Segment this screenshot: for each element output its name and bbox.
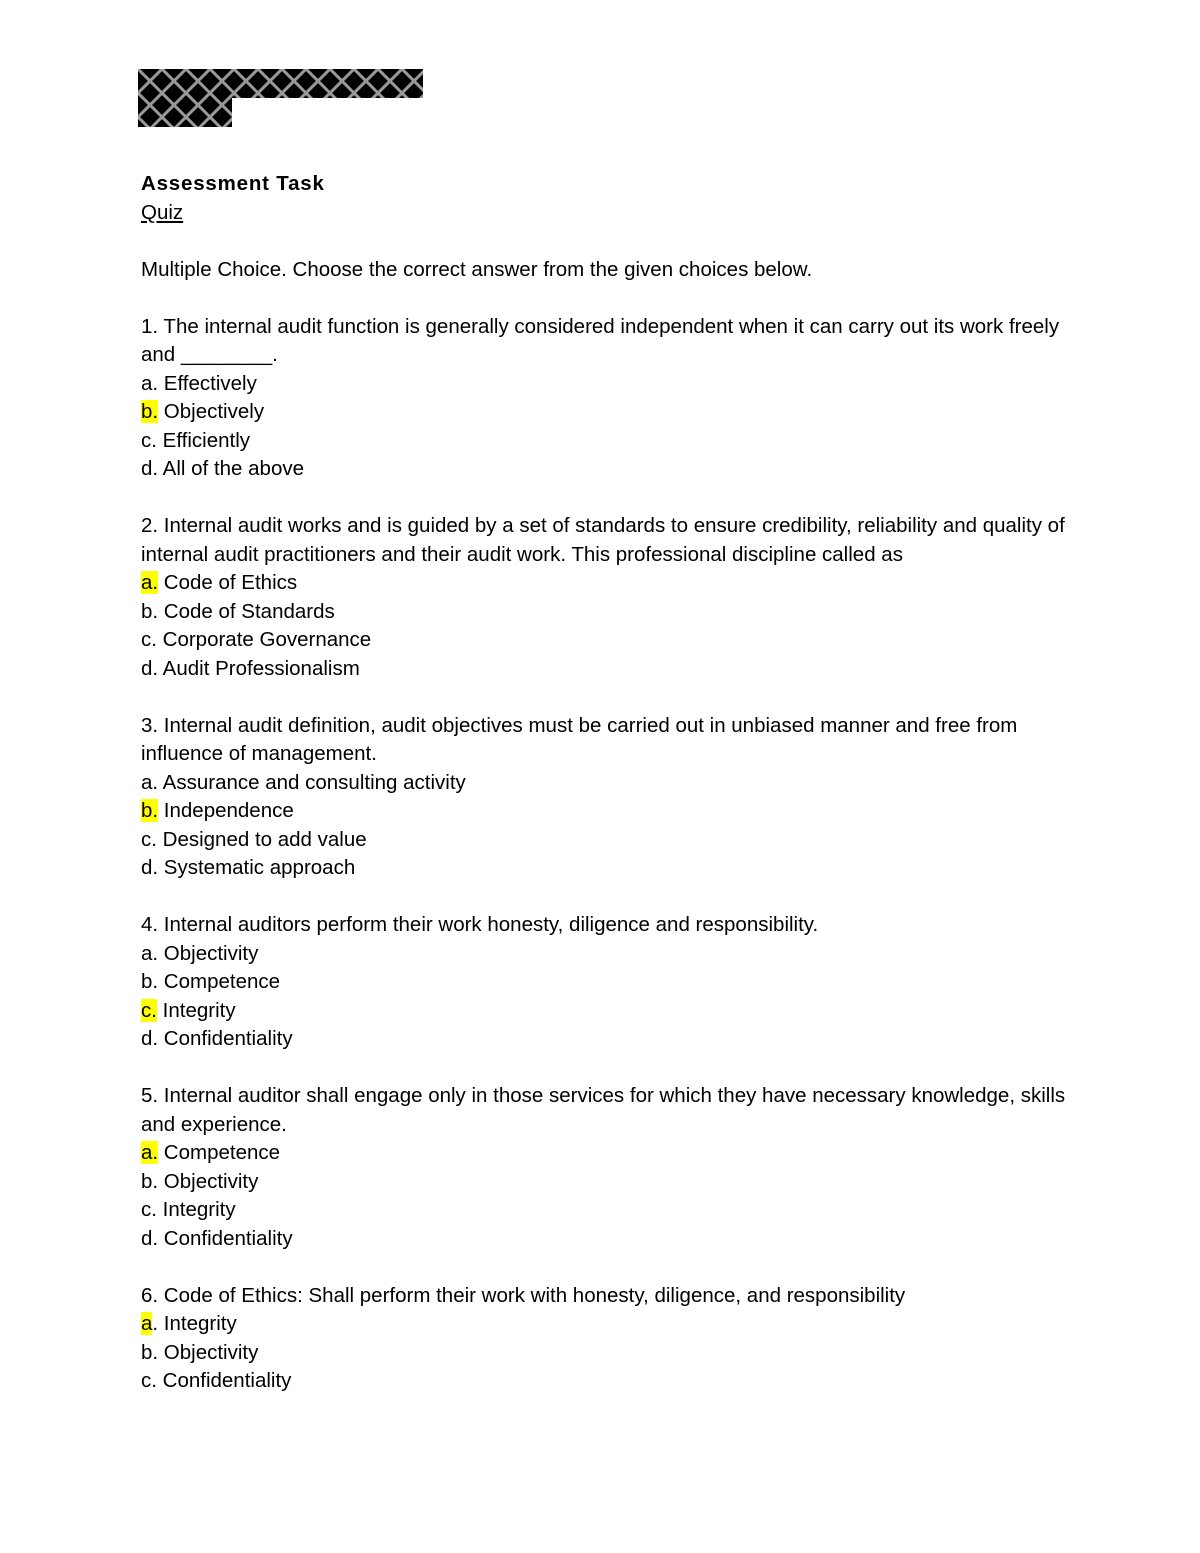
option-text: Integrity	[156, 1198, 236, 1221]
answer-option	[141, 1168, 1071, 1197]
option-text: Assurance and consulting activity	[158, 770, 466, 794]
option-text: Integrity	[156, 998, 236, 1022]
question-text: 3. Internal audit definition, audit objectives must be carried out in unbiased manner and free from influence of management.	[141, 713, 1018, 765]
option-text: Objectivity	[158, 1340, 259, 1364]
question-text: 6. Code of Ethics: Shall perform their work with honesty, diligence, and responsibility	[141, 1283, 906, 1307]
option-text: Objectivity	[158, 1169, 259, 1193]
answer-option	[141, 626, 1071, 655]
question-1	[141, 313, 1071, 484]
answer-option	[141, 797, 1071, 826]
answer-option	[141, 1310, 1071, 1339]
answer-option	[141, 398, 1071, 427]
option-text: Code of Ethics	[158, 571, 298, 594]
answer-option	[141, 826, 1071, 855]
option-letter-highlighted: c.	[141, 998, 157, 1022]
option-letter: a.	[141, 941, 159, 965]
option-letter-highlighted: a	[141, 1312, 153, 1335]
option-text: Corporate Governance	[156, 628, 372, 651]
option-letter: d.	[141, 856, 159, 879]
option-text: . Integrity	[152, 1312, 237, 1335]
question-text: 1. The internal audit function is generally considered independent when it can carry out its work freely and ________.	[141, 314, 1060, 366]
answer-option	[141, 655, 1071, 684]
option-letter: b.	[141, 1340, 159, 1364]
option-letter: d.	[141, 1226, 159, 1250]
question-text: 4. Internal auditors perform their work honesty, diligence and responsibility.	[141, 913, 819, 936]
spacer	[141, 683, 1071, 712]
option-text: Competence	[158, 970, 281, 993]
option-letter-highlighted: a.	[141, 1141, 159, 1164]
option-text: Code of Standards	[158, 599, 335, 623]
document-body	[141, 170, 1071, 1396]
option-text: All of the above	[158, 457, 304, 480]
spacer	[141, 227, 1071, 256]
option-letter-highlighted: b.	[141, 400, 159, 423]
question-text: 5. Internal auditor shall engage only in those services for which they have necessary knowledge, skills and experience.	[141, 1084, 1066, 1136]
option-text: Systematic approach	[158, 856, 356, 879]
option-letter: d.	[141, 457, 159, 480]
spacer	[141, 883, 1071, 912]
option-text: Independence	[158, 799, 294, 822]
option-letter: c.	[141, 827, 157, 851]
question-6	[141, 1282, 1071, 1396]
answer-option	[141, 854, 1071, 883]
answer-option	[141, 1225, 1071, 1254]
spacer	[141, 1253, 1071, 1282]
option-text: Efficiently	[156, 428, 251, 452]
answer-option	[141, 455, 1071, 484]
instructions-text: Multiple Choice. Choose the correct answer from the given choices below.	[141, 257, 813, 281]
option-letter: d.	[141, 1027, 159, 1050]
question-list	[141, 313, 1071, 1396]
option-letter: d.	[141, 656, 159, 680]
option-letter-highlighted: a.	[141, 571, 159, 594]
redacted-logo	[138, 69, 423, 127]
document-subtitle: Quiz	[141, 200, 184, 224]
option-text: Confidentiality	[158, 1226, 293, 1250]
option-letter: b.	[141, 1169, 159, 1193]
answer-option	[141, 1367, 1071, 1396]
option-letter: a.	[141, 770, 159, 794]
option-text: Objectivity	[158, 941, 259, 965]
question-2	[141, 512, 1071, 683]
answer-option	[141, 569, 1071, 598]
answer-option	[141, 598, 1071, 627]
option-letter-highlighted: b.	[141, 799, 159, 822]
question-3	[141, 712, 1071, 883]
question-text: 2. Internal audit works and is guided by a set of standards to ensure credibility, reliability and quality of internal audit practitioners and their audit work. This professional discipline called as	[141, 514, 1065, 566]
option-letter: b.	[141, 599, 159, 623]
answer-option	[141, 1196, 1071, 1225]
option-letter: c.	[141, 628, 157, 651]
answer-option	[141, 968, 1071, 997]
question-4	[141, 911, 1071, 1054]
option-text: Designed to add value	[156, 827, 367, 851]
question-5	[141, 1082, 1071, 1253]
spacer	[141, 484, 1071, 513]
answer-option	[141, 427, 1071, 456]
option-letter: c.	[141, 1198, 157, 1221]
option-text: Confidentiality	[158, 1027, 293, 1050]
answer-option	[141, 769, 1071, 798]
option-letter: c.	[141, 1369, 157, 1392]
answer-option	[141, 997, 1071, 1026]
option-text: Competence	[158, 1141, 281, 1164]
answer-option	[141, 370, 1071, 399]
document-title: Assessment Task	[141, 172, 325, 195]
option-text: Effectively	[158, 371, 257, 395]
spacer	[141, 1054, 1071, 1083]
answer-option	[141, 1025, 1071, 1054]
spacer	[141, 284, 1071, 313]
option-text: Objectively	[158, 400, 265, 423]
answer-option	[141, 1139, 1071, 1168]
option-letter: b.	[141, 970, 159, 993]
option-letter: a.	[141, 371, 159, 395]
answer-option	[141, 1339, 1071, 1368]
option-text: Confidentiality	[156, 1369, 292, 1392]
option-text: Audit Professionalism	[158, 656, 360, 680]
option-letter: c.	[141, 428, 157, 452]
answer-option	[141, 940, 1071, 969]
